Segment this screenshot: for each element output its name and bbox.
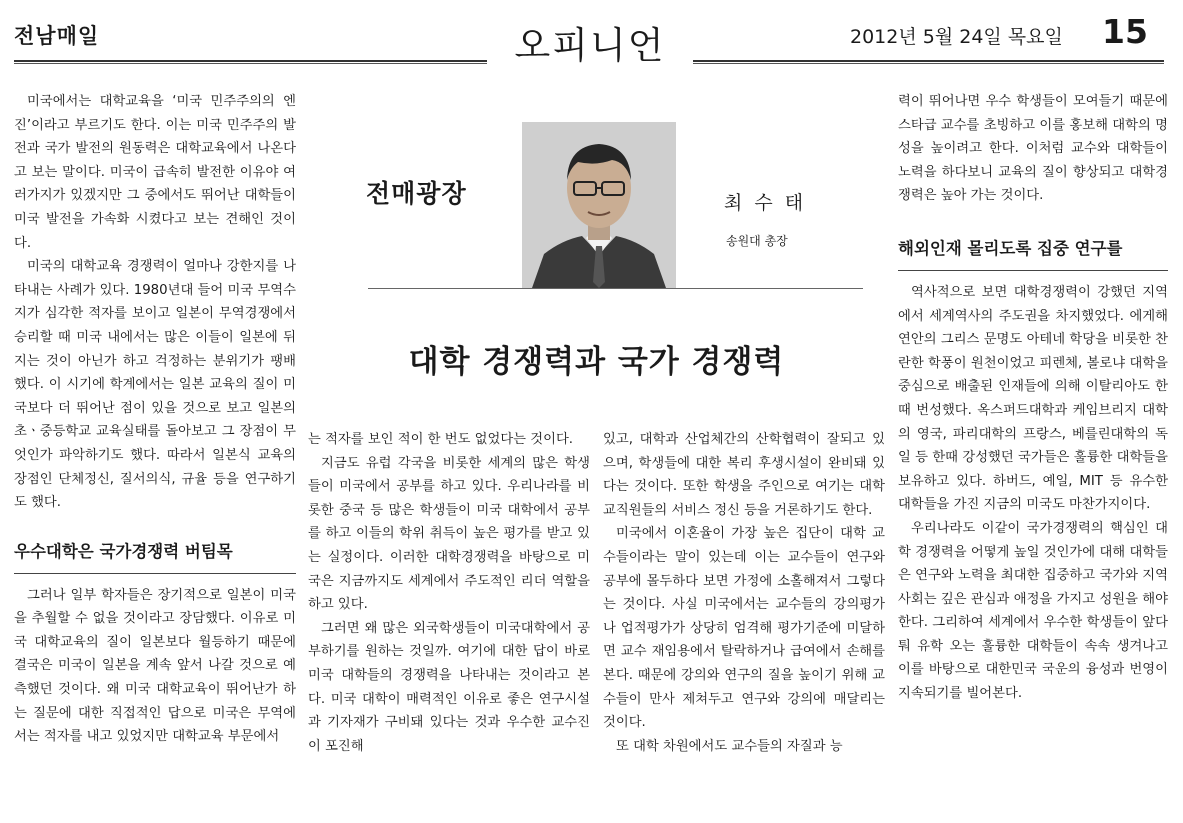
masthead-date: 2012년 5월 24일 목요일	[850, 26, 1063, 48]
paragraph: 미국에서는 대학교육을 ‘미국 민주주의의 엔진’이라고 부르기도 한다. 이는 미국 민주주의 발전과 국가 발전의 원동력은 대학교육에서 나온다고 보는 말이다. 미국이 급속히 발전한 이유야 여러가지가 있겠지만 그 중에서도 뛰어난 대학들이 미국 발전을 가속화 시켰다고 보는 견해인 것이다.	[14, 94, 296, 251]
masthead-logo: 전남매일	[14, 24, 100, 48]
subheading-rule	[14, 573, 296, 574]
paragraph: 있고, 대학과 산업체간의 산학협력이 잘되고 있으며, 학생들에 대한 복리 후생시설이 완비돼 있다는 것이다. 또한 학생을 주인으로 여기는 대학 교직원들의 서비스 정신 등을 거론하기도 한다.	[603, 432, 885, 518]
article-column-2	[308, 428, 590, 758]
column-name: 전매광장	[366, 179, 467, 208]
headline: 대학 경쟁력과 국가 경쟁력	[408, 344, 785, 380]
section-box	[487, 6, 693, 86]
paragraph: 는 적자를 보인 적이 한 번도 없었다는 것이다.	[308, 432, 574, 447]
feature-box	[308, 100, 885, 425]
article-column-1	[14, 90, 296, 749]
section-title: 오피니언	[514, 24, 666, 67]
subheading: 해외인재 몰리도록 집중 연구를	[898, 238, 1123, 258]
paragraph: 력이 뛰어나면 우수 학생들이 모여들기 때문에 스타급 교수를 초빙하고 이를 홍보해 대학의 명성을 높이려고 한다. 이처럼 교수와 대학들이 노력을 하다보니 교육의 질이 향상되고 대학경쟁력은 높아 가는 것이다.	[898, 94, 1168, 204]
paragraph: 역사적으로 보면 대학경쟁력이 강했던 지역에서 세계역사의 주도권을 차지했었다. 에게해 연안의 그리스 문명도 아테네 학당을 비롯한 찬란한 학풍이 원천이었고 피렌체, 볼로냐 대학을 중심으로 배출된 인재들에 의해 이탈리아도 한 때 번성했다. 옥스퍼드대학과 케임브리지 대학의 영국, 파리대학의 프랑스, 베를린대학의 독일 등 한때 강성했던 국가들은 훌륭한 대학들을 보유하고 있다. 하버드, 예일, MIT 등 유수한 대학들을 가진 지금의 미국도 마찬가지이다.	[898, 284, 1168, 513]
article-column-4	[898, 90, 1168, 706]
paragraph: 지금도 유럽 각국을 비롯한 세계의 많은 학생들이 미국에서 공부를 하고 있다. 우리나라를 비롯한 중국 등 많은 학생들이 미국 대학에서 공부를 하고 이들의 학위 취득이 높은 평가를 받고 있는 실정이다. 이러한 대학경쟁력을 바탕으로 미국은 지금까지도 세계에서 주도적인 리더 역할을 하고 있다.	[308, 455, 590, 613]
author-photo	[522, 122, 676, 288]
page-number: 15	[1102, 12, 1148, 51]
author-name: 최 수 태	[724, 192, 807, 214]
paragraph: 미국에서 이혼율이 가장 높은 집단이 대학 교수들이라는 말이 있는데 이는 교수들이 연구와 공부에 몰두하다 보면 가정에 소홀해져서 그렇다는 것이다. 사실 미국에서는 교수들의 강의평가나 업적평가가 상당히 엄격해 평가기준에 미달하면 교수 재임용에서 탈락하거나 급여에서 손해를 본다. 때문에 강의와 연구의 질을 높이기 위해 교수들이 만사 제쳐두고 연구와 강의에 매달리는 것이다.	[603, 526, 885, 731]
author-title: 송원대 총장	[726, 234, 788, 248]
feature-rule	[368, 288, 863, 289]
paragraph: 또 대학 차원에서도 교수들의 자질과 능	[616, 738, 843, 754]
subheading-rule	[898, 270, 1168, 271]
article-column-3	[603, 428, 885, 758]
subheading: 우수대학은 국가경쟁력 버팀목	[14, 541, 233, 561]
paragraph: 그러면 왜 많은 외국학생들이 미국대학에서 공부하기를 원하는 것일까. 여기에 대한 답이 바로 미국 대학들의 경쟁력을 나타내는 것이라고 본다. 미국 대학이 매력적인 이유로 좋은 연구시설과 기자재가 구비돼 있다는 것과 우수한 교수진이 포진해	[308, 620, 590, 754]
paragraph: 우리나라도 이같이 국가경쟁력의 핵심인 대학 경쟁력을 어떻게 높일 것인가에 대해 대학들은 연구와 노력을 최대한 집중하고 국가와 지역사회는 깊은 관심과 애정을 가지고 성원을 해야 한다. 그리하여 세계에서 우수한 학생들이 앞다퉈 유학 오는 훌륭한 대학들이 속속 생겨나고 이를 바탕으로 대한민국 국운의 융성과 번영이 지속되기를 빌어본다.	[898, 520, 1168, 702]
paragraph: 그러나 일부 학자들은 장기적으로 일본이 미국을 추월할 수 없을 것이라고 장담했다. 이유로 미국 대학교육의 질이 일본보다 월등하기 때문에 결국은 미국이 일본을 계속 앞서 나갈 것으로 예측했던 것이다. 왜 미국 대학교육이 뛰어난가 하는 질문에 대한 직접적인 답으로 미국은 무역에서는 적자를 내고 있었지만 대학교육 부문에서	[14, 587, 296, 745]
paragraph: 미국의 대학교육 경쟁력이 얼마나 강한지를 나타내는 사례가 있다. 1980년대 들어 미국 무역수지가 심각한 적자를 보이고 일본이 무역경쟁에서 승리할 때 미국 내에서는 많은 이들이 일본에 뒤지는 것이 아닌가 하고 걱정하는 분위기가 팽배했다. 이 시기에 학계에서는 일본 교육의 질이 미국보다 더 뛰어난 점이 있을 것으로 보고 일본의 초ㆍ중등학교 교육실태를 돌아보고 그 장점이 무엇인가 파악하기도 했다. 따라서 일본식 교육의 장점인 단체정신, 질서의식, 규율 등을 연구하기도 했다.	[14, 259, 296, 511]
